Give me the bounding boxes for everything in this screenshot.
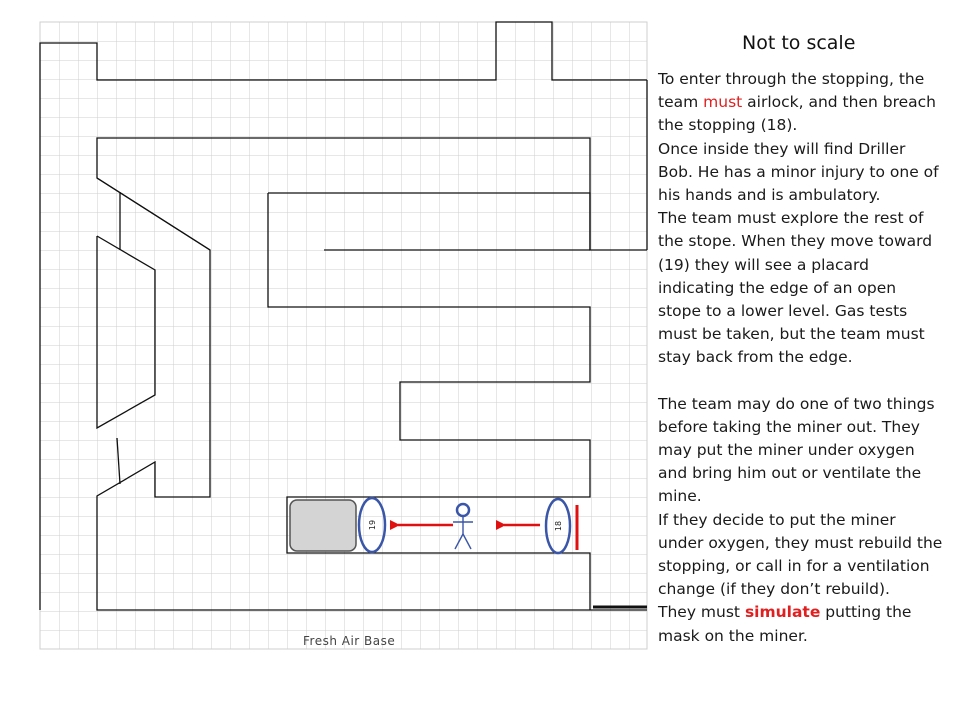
diagram-title: Not to scale — [742, 32, 856, 54]
grid-background — [40, 22, 647, 649]
fresh-air-base-label: Fresh Air Base — [303, 634, 396, 648]
emphasis-simulate: simulate — [744, 603, 821, 622]
note-explore: The team must explore the rest of the stope. When they move toward (19) they will see a placard indicating the edge of an open stope to a lower level. Gas tests must be taken, but the team must stay back from the edge. — [658, 209, 933, 367]
emphasis-must: must — [703, 93, 743, 112]
note-oxygen: If they decide to put the miner under oxygen, they must rebuild the stopping, or call in for a ventilation change (if they don’t rebuild). — [658, 510, 943, 599]
instructions-panel — [658, 68, 943, 648]
note-simulate: They must simulate putting the mask on the miner. — [658, 603, 912, 645]
note-options: The team may do one of two things before taking the miner out. They may put the miner under oxygen and bring him out or ventilate the mine. — [658, 394, 935, 506]
mine-vehicle-icon — [290, 500, 356, 551]
stopping-19-label: 19 — [368, 519, 377, 531]
note-entry: To enter through the stopping, the team must airlock, and then breach the stopping (18). — [658, 70, 936, 135]
stopping-18-label: 18 — [554, 520, 563, 532]
note-driller-bob: Once inside they will find Driller Bob. He has a minor injury to one of his hands and is ambulatory. — [658, 139, 939, 205]
